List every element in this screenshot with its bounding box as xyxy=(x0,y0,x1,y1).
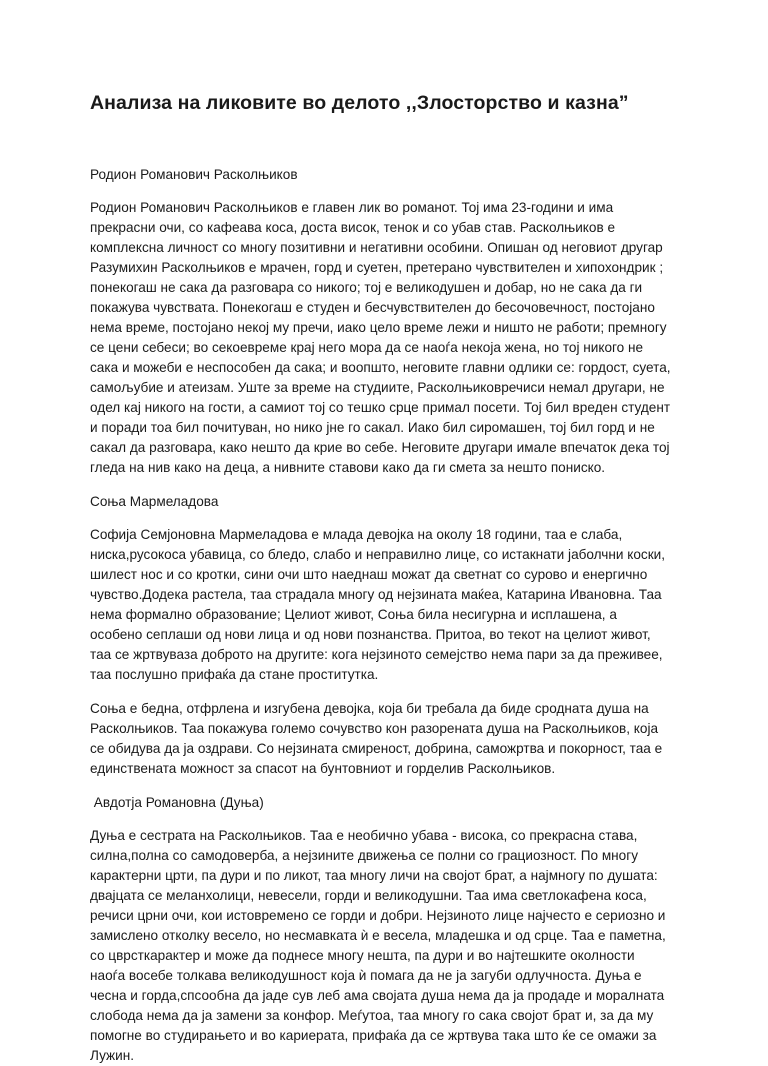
section-heading: Родион Романович Расколњиков xyxy=(90,167,298,182)
paragraph: Софија Семјоновна Мармеладова е млада девојка на околу 18 години, таа е слаба, ниска,русокоса убавица, со бледо, слабо и неправилно лице, со истакнати јаболчни коски, шилест нос и со кротки, сини очи што наеднаш можат да светнат со сурово и енергично чувство.Додека растела, таа страдала многу од нејзината маќеа, Катарина Ивановна. Таа нема формално образование; Целиот живот, Соња била несигурна и исплашена, а особено сеплаши од нови лица и од нови познанства. Притоа, во текот на целиот живот, таа се жртвуваза доброто на другите: кога нејзиното семејство нема пари за да преживее, таа послушно прифаќа да стане проститутка. xyxy=(90,527,666,682)
document-title: Анализа на ликовите во делото ,,Злосторство и казна” xyxy=(90,92,629,114)
section-raskolnikov xyxy=(90,165,673,478)
section-heading: Соња Мармеладова xyxy=(90,494,219,509)
section-dunya xyxy=(90,793,673,1066)
paragraph: Родион Романович Расколњиков е главен лик во романот. Тој има 23-години и има прекрасни очи, со кафеава коса, доста висок, тенок и со убав став. Расколњиков е комплексна личност со многу позитивни и негативни особини. Опишан од неговиот другар Разумихин Расколњиков е мрачен, горд и суетен, претерано чувствителен и хипохондрик ; понекогаш не сака да разговара со никого; тој е великодушен и добар, но не сака да ги покажува чувствата. Понекогаш е студен и бесчувствителен до бесочовечност, постојано нема време, постојано некој му пречи, иако цело време лежи и ништо не работи; премногу се цени себеси; во секоевреме крај него мора да се наоѓа некоја жена, но тој никого не сака и можеби е неспособен да сака; и воопшто, неговите главни одлики се: гордост, суета, самољубие и атеизам. Уште за време на студиите, Расколњиковречиси немал другари, не одел кај никого на гости, а самиот тој со тешко срце примал посети. Тој бил вреден студент и поради тоа бил почитуван, но нико јне го сакал. Иако бил сиромашен, тој бил горд и не сакал да разговара, како нешто да крие во себе. Неговите другари имале впечаток дека тој гледа на нив како на деца, а нивните ставови како да ги смета за нешто пониско. xyxy=(90,200,671,475)
section-heading: Авдотја Романовна (Дуња) xyxy=(90,795,264,810)
paragraph: Дуња е сестрата на Расколњиков. Таа е необично убава - висока, со прекрасна става, силна,полна со самодоверба, а нејзините движења се полни со грациозност. По многу карактерни црти, па дури и по ликот, таа многу личи на својот брат, а најмногу по душата: двајцата се меланхолици, невесели, горди и великодушни. Таа има светлокафена коса, речиси црни очи, кои истовремено се горди и добри. Нејзиното лице најчесто е сериозно и замислено отколку весело, но несмавката ѝ е весела, младешка и од срце. Таа е паметна, со цврсткарактер и може да поднесе многу нешта, па дури и во најтешките околности наоѓа восебе толкава великодушност која ѝ помага да не ја загуби одлучноста. Дуња е чесна и горда,спсообна да јаде сув леб ама својата душа нема да ја продаде и моралната слобода нема да ја замени за конфор. Меѓутоа, таа многу го сака својот брат и, за да му помогне во студирањето и во кариерата, прифаќа да се жртвува така што ќе се омажи за Лужин. xyxy=(90,828,666,1063)
paragraph: Соња е бедна, отфрлена и изгубена девојка, која би требала да биде сродната душа на Расколњиков. Таа покажува големо сочувство кон разорената душа на Расколњиков, која се обидува да ја оздрави. Со нејзината смиреност, добрина, саможртва и покорност, таа е единствената можност за спасот на бунтовниот и горделив Расколњиков. xyxy=(90,701,663,776)
section-sonya xyxy=(90,492,673,779)
